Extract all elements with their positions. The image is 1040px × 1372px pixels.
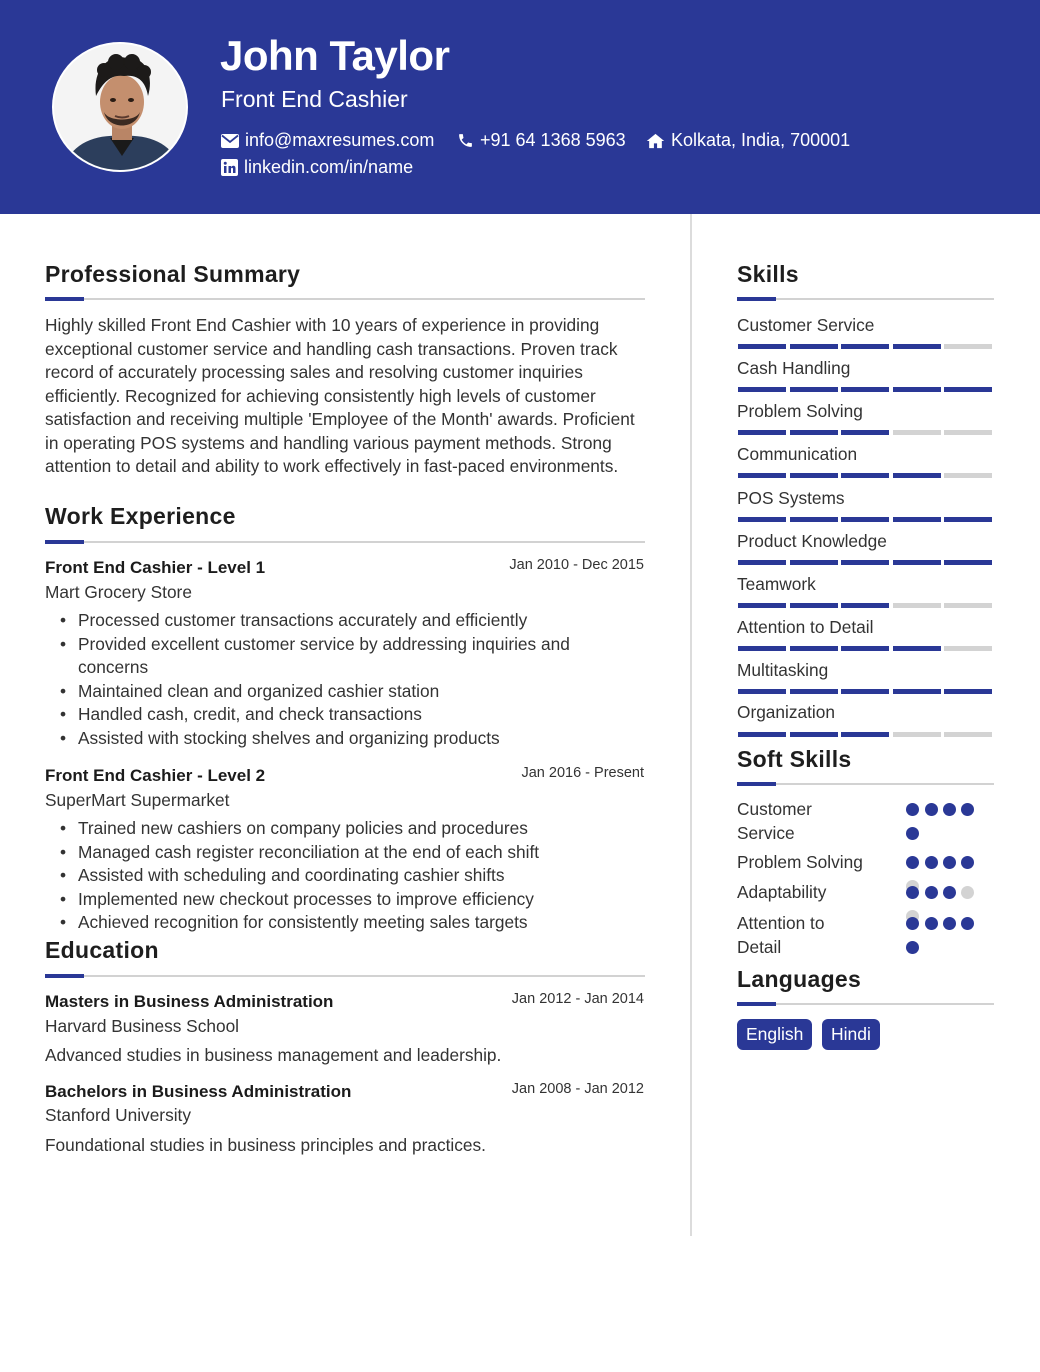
skill-segment-filled: [738, 344, 786, 349]
skill-name: Problem Solving: [737, 401, 863, 421]
job-title: Front End Cashier - Level 1: [45, 558, 266, 577]
skill-segment-filled: [790, 387, 838, 392]
summary-text: Highly skilled Front End Cashier with 10 years of experience in providing exceptional customer service and handling cash transactions. Proven track record of accurately processing sales and resolving customer inquiries efficiently. Recognized for achieving consistently high levels of customer satisfaction and receiving multiple 'Employee of the Month' awards. Proficient in operating POS systems and handling various payment methods. Strong attention to detail and ability to work effectively in fast-paced environments.: [45, 315, 635, 476]
skill-name: Teamwork: [737, 574, 816, 594]
bullet-item: • Handled cash, credit, and check transactions: [78, 703, 638, 727]
bullet-item: • Managed cash register reconciliation at the end of each shift: [78, 841, 638, 865]
skill-dot-filled: [961, 803, 974, 816]
candidate-name: John Taylor: [220, 32, 450, 79]
profile-photo: [52, 42, 188, 172]
experience-rule: [45, 541, 645, 543]
column-divider: [690, 214, 692, 1236]
languages-heading: Languages: [737, 966, 862, 992]
skill-bar: [738, 603, 994, 608]
bullet-item: • Assisted with stocking shelves and organizing products: [78, 727, 638, 751]
home-icon: [646, 133, 665, 149]
skill-dot-filled: [906, 886, 919, 899]
edu-school: Harvard Business School: [45, 1016, 240, 1036]
skill-segment-filled: [841, 646, 889, 651]
skill-name: Multitasking: [737, 660, 829, 680]
skill-name: Organization: [737, 702, 835, 722]
job-company: Mart Grocery Store: [45, 582, 192, 602]
job-dates: Jan 2016 - Present: [521, 765, 644, 781]
phone-icon: [457, 132, 474, 149]
skill-dot-filled: [943, 803, 956, 816]
skill-name: POS Systems: [737, 488, 845, 508]
skill-segment-empty: [944, 430, 992, 435]
skill-segment-empty: [944, 732, 992, 737]
edu-description: Foundational studies in business principles and practices.: [45, 1135, 486, 1155]
job-company: SuperMart Supermarket: [45, 790, 230, 810]
edu-school: Stanford University: [45, 1105, 191, 1125]
skill-segment-filled: [738, 387, 786, 392]
skill-dot-filled: [906, 917, 919, 930]
bullet-item: • Processed customer transactions accurately and efficiently: [78, 609, 638, 633]
language-tag: Hindi: [822, 1019, 880, 1050]
skill-segment-empty: [944, 646, 992, 651]
skill-segment-filled: [893, 517, 941, 522]
bullet-item: • Trained new cashiers on company policies and procedures: [78, 817, 638, 841]
skill-bar: [738, 387, 994, 392]
resume-header: [0, 0, 1040, 214]
summary-rule: [45, 298, 645, 300]
skill-segment-filled: [738, 603, 786, 608]
skill-segment-filled: [841, 473, 889, 478]
skill-dot-filled: [943, 917, 956, 930]
skill-segment-filled: [790, 560, 838, 565]
skill-dot-filled: [925, 803, 938, 816]
skill-segment-filled: [790, 646, 838, 651]
skill-segment-filled: [841, 560, 889, 565]
edu-description: Advanced studies in business management and leadership.: [45, 1045, 502, 1065]
skill-segment-filled: [841, 689, 889, 694]
skill-name: Attention to Detail: [737, 617, 874, 637]
bullet-item: • Maintained clean and organized cashier station: [78, 680, 638, 704]
skill-segment-empty: [893, 430, 941, 435]
soft-skills-rule: [737, 783, 994, 785]
skill-dot-filled: [961, 917, 974, 930]
education-rule: [45, 975, 645, 977]
skill-segment-filled: [893, 344, 941, 349]
skill-segment-filled: [790, 344, 838, 349]
soft-skill-name: Adaptability: [737, 882, 827, 902]
soft-skills-heading: Soft Skills: [737, 746, 852, 772]
edu-degree: Bachelors in Business Administration: [45, 1082, 352, 1101]
skill-name: Product Knowledge: [737, 531, 887, 551]
bullet-item: • Implemented new checkout processes to improve efficiency: [78, 888, 638, 912]
phone-text: +91 64 1368 5963: [480, 130, 626, 150]
phone-contact[interactable]: [457, 130, 626, 151]
skill-bar: [738, 344, 994, 349]
linkedin-contact[interactable]: [221, 157, 413, 178]
edu-degree: Masters in Business Administration: [45, 992, 334, 1011]
skill-segment-filled: [738, 646, 786, 651]
skill-segment-empty: [893, 732, 941, 737]
skill-name: Customer Service: [737, 315, 875, 335]
summary-heading: Professional Summary: [45, 261, 301, 287]
linkedin-text: linkedin.com/in/name: [244, 157, 414, 177]
skills-heading: Skills: [737, 261, 799, 287]
skill-name: Cash Handling: [737, 358, 851, 378]
skill-segment-filled: [738, 517, 786, 522]
skill-bar: [738, 689, 994, 694]
language-tag: English: [737, 1019, 812, 1050]
skill-bar: [738, 646, 994, 651]
skill-segment-filled: [944, 517, 992, 522]
skill-segment-empty: [944, 603, 992, 608]
languages-rule: [737, 1003, 994, 1005]
job-title: Front End Cashier - Level 2: [45, 766, 266, 785]
skill-segment-filled: [893, 646, 941, 651]
email-contact[interactable]: [221, 130, 434, 151]
skill-segment-empty: [944, 473, 992, 478]
skill-segment-filled: [790, 732, 838, 737]
skill-dot-filled: [906, 827, 919, 840]
skill-segment-filled: [841, 603, 889, 608]
skill-bar: [738, 732, 994, 737]
skill-segment-filled: [790, 517, 838, 522]
location-text: Kolkata, India, 700001: [671, 130, 851, 150]
skill-segment-filled: [841, 387, 889, 392]
skill-dot-filled: [925, 917, 938, 930]
soft-skill-name: Problem Solving: [737, 852, 863, 872]
soft-skill-name: Attention to Detail: [737, 913, 825, 957]
edu-dates: Jan 2012 - Jan 2014: [511, 991, 644, 1007]
edu-dates: Jan 2008 - Jan 2012: [511, 1081, 644, 1097]
candidate-title: Front End Cashier: [221, 86, 408, 112]
skill-dot-filled: [925, 886, 938, 899]
skill-segment-filled: [893, 560, 941, 565]
skill-segment-filled: [944, 689, 992, 694]
bullet-item: • Provided excellent customer service by addressing inquiries and concerns: [78, 633, 638, 680]
skill-segment-filled: [790, 430, 838, 435]
skill-segment-empty: [893, 603, 941, 608]
skill-dot-filled: [925, 856, 938, 869]
experience-heading: Work Experience: [45, 503, 236, 529]
skill-segment-filled: [738, 430, 786, 435]
skill-segment-filled: [893, 387, 941, 392]
skill-bar: [738, 430, 994, 435]
skill-segment-filled: [790, 603, 838, 608]
skill-segment-filled: [893, 473, 941, 478]
skill-name: Communication: [737, 444, 858, 464]
skill-dot-filled: [943, 886, 956, 899]
soft-skill-name: Customer Service: [737, 799, 812, 843]
skill-segment-filled: [738, 473, 786, 478]
skill-segment-empty: [944, 344, 992, 349]
email-text: info@maxresumes.com: [245, 130, 435, 150]
skill-dot-filled: [943, 856, 956, 869]
skill-segment-filled: [841, 517, 889, 522]
skill-segment-filled: [790, 473, 838, 478]
job-bullets: [78, 817, 638, 935]
skill-segment-filled: [738, 560, 786, 565]
bullet-item: • Achieved recognition for consistently meeting sales targets: [78, 911, 638, 935]
skill-segment-filled: [944, 560, 992, 565]
skill-bar: [738, 473, 994, 478]
skill-segment-filled: [790, 689, 838, 694]
bullet-item: • Assisted with scheduling and coordinating cashier shifts: [78, 864, 638, 888]
skill-segment-filled: [893, 689, 941, 694]
job-dates: Jan 2010 - Dec 2015: [509, 557, 644, 573]
skill-dot-filled: [906, 803, 919, 816]
envelope-icon: [221, 134, 239, 148]
skill-segment-filled: [841, 430, 889, 435]
skill-segment-filled: [944, 387, 992, 392]
linkedin-icon: [221, 159, 238, 176]
skills-rule: [737, 298, 994, 300]
skill-bar: [738, 517, 994, 522]
skill-segment-filled: [738, 732, 786, 737]
skill-bar: [738, 560, 994, 565]
job-bullets: [78, 609, 638, 750]
skill-dot-filled: [906, 856, 919, 869]
skill-dot-filled: [961, 856, 974, 869]
skill-segment-filled: [841, 344, 889, 349]
skill-dot-filled: [906, 941, 919, 954]
location-contact: [646, 130, 850, 151]
education-heading: Education: [45, 937, 159, 963]
skill-segment-filled: [738, 689, 786, 694]
skill-dot-empty: [961, 886, 974, 899]
skill-segment-filled: [841, 732, 889, 737]
